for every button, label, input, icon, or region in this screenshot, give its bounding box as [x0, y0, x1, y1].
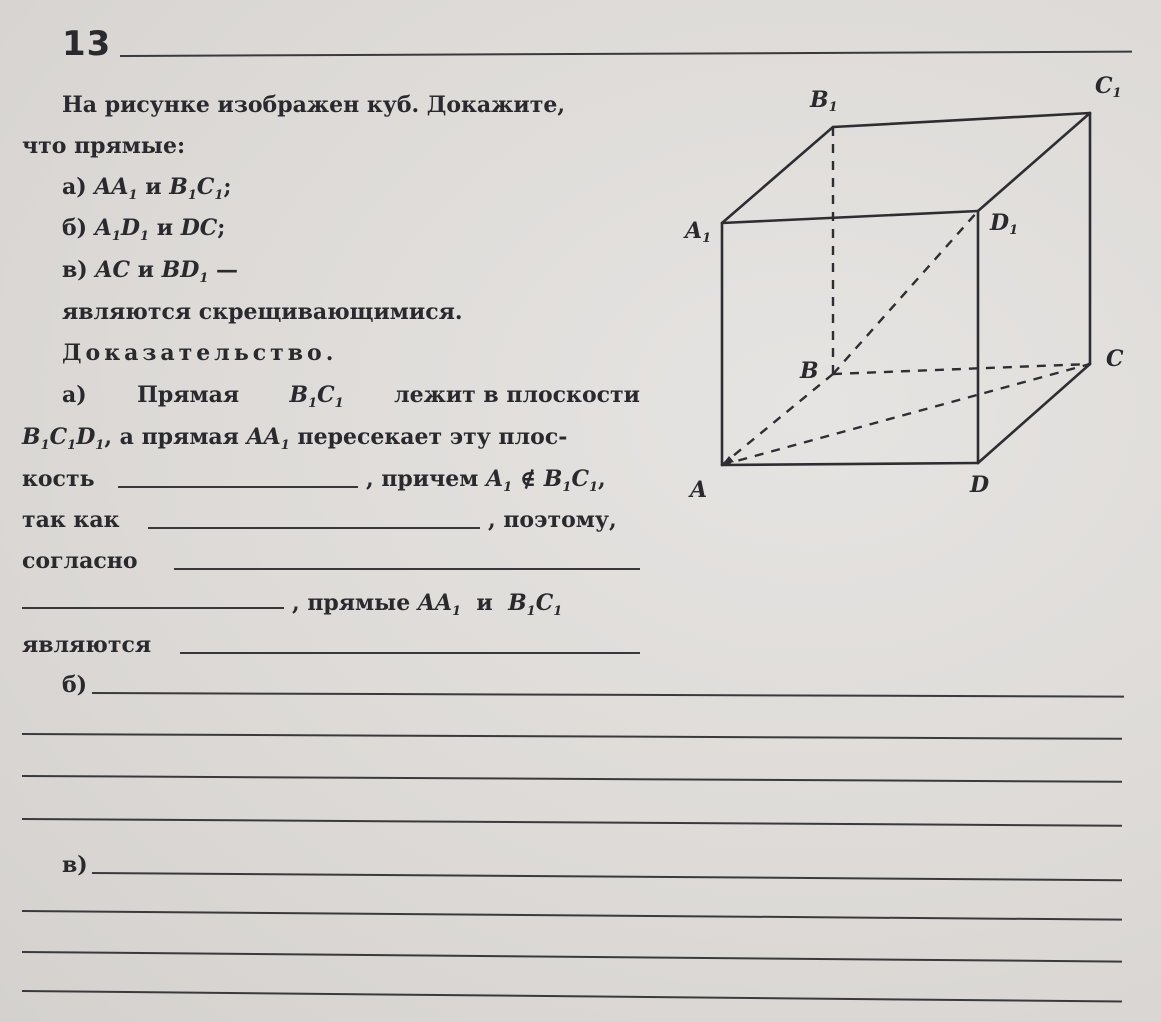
- cube-figure: [640, 60, 1140, 510]
- label-a1: A1: [685, 218, 712, 246]
- proof-b-label: б): [62, 672, 88, 698]
- pt-b: B: [169, 174, 188, 200]
- text: Прямая: [137, 382, 240, 408]
- answer-line-b2[interactable]: [22, 733, 1122, 740]
- task-number: 13: [62, 24, 112, 64]
- edge-c1d1: [978, 113, 1090, 211]
- proof-a-label: а): [62, 382, 87, 408]
- proof-a-line-3: [366, 466, 606, 495]
- label-b: B: [800, 358, 819, 384]
- label-d1: D1: [990, 210, 1019, 238]
- text: , причем: [366, 466, 479, 492]
- item-a: [62, 174, 232, 203]
- label-a: A: [690, 477, 708, 503]
- sub: 1: [334, 396, 344, 411]
- seg-aa: AA: [246, 424, 281, 450]
- conj: и: [137, 257, 154, 283]
- text: пересекает эту плос-: [297, 424, 568, 450]
- blank-5[interactable]: [180, 652, 640, 654]
- sub: 1: [67, 438, 77, 453]
- sub: 1: [280, 438, 290, 453]
- dash: —: [216, 257, 239, 283]
- pt: B: [289, 382, 309, 408]
- sub: 1: [562, 480, 572, 495]
- proof-a-word-poetomu: , поэтому,: [488, 507, 617, 533]
- edge-bc-hidden: [833, 364, 1090, 374]
- notin-symbol: ∉: [519, 466, 537, 492]
- sub: 1: [95, 438, 105, 453]
- sub: 1: [588, 480, 598, 495]
- edge-b1c1: [833, 113, 1090, 127]
- sub: 1: [111, 229, 121, 244]
- cube-solid-edges: [722, 113, 1090, 465]
- proof-v-label: в): [62, 852, 88, 878]
- diagonal-bd1: [833, 211, 978, 374]
- sub: 1: [503, 480, 513, 495]
- item-a-label: а): [62, 174, 87, 200]
- edge-ad: [722, 463, 978, 465]
- proof-a-line-2: [22, 424, 567, 453]
- blank-3[interactable]: [174, 568, 640, 570]
- statement-line-2: что прямые:: [22, 133, 186, 159]
- pt: C: [571, 466, 589, 492]
- line-b1c1: [289, 382, 343, 411]
- sub: 1: [199, 271, 209, 286]
- seg-dc: DC: [180, 215, 218, 241]
- item-v: [62, 257, 238, 286]
- seg-aa: AA: [417, 590, 453, 616]
- item-v-label: в): [62, 257, 88, 283]
- label-c1: C1: [1095, 73, 1122, 101]
- sub: 1: [526, 604, 536, 619]
- proof-a-line-1: [62, 382, 640, 411]
- conj: и: [145, 174, 162, 200]
- pt: D: [76, 424, 96, 450]
- label-b1: B1: [810, 87, 838, 115]
- text: лежит в плоскости: [394, 382, 640, 408]
- pt: B: [543, 466, 563, 492]
- statement-line-1: На рисунке изображен куб. Докажите,: [62, 92, 566, 118]
- conj: и: [156, 215, 174, 241]
- answer-line-v2[interactable]: [22, 910, 1122, 921]
- sub: 1: [553, 604, 563, 619]
- blank-1[interactable]: [118, 486, 358, 488]
- answer-line-v1[interactable]: [92, 872, 1122, 881]
- pt-c: C: [196, 174, 215, 200]
- seg-bd: BD: [161, 257, 200, 283]
- edge-ab-hidden: [722, 374, 833, 465]
- pt: B: [22, 424, 41, 450]
- proof-a-word-yavlyayutsya: являются: [22, 632, 152, 658]
- text: , прямые: [292, 590, 411, 616]
- punct: ;: [217, 215, 226, 241]
- text: , а прямая: [104, 424, 239, 450]
- sub: 1: [214, 188, 224, 203]
- seg-aa: AA: [94, 174, 129, 200]
- seg-ac: AC: [95, 257, 130, 283]
- blank-4[interactable]: [22, 607, 284, 609]
- header-rule: [120, 51, 1132, 57]
- pt-a: A: [94, 215, 112, 241]
- proof-a-word-tak-kak: так как: [22, 507, 120, 533]
- pt: B: [508, 590, 527, 616]
- proof-a-word-kost: кость: [22, 466, 95, 492]
- answer-line-v4[interactable]: [22, 990, 1122, 1003]
- statement-conclusion: являются скрещивающимися.: [62, 299, 463, 325]
- sub: 1: [187, 188, 197, 203]
- label-d: D: [970, 472, 990, 498]
- pt-d: D: [120, 215, 140, 241]
- pt: A: [486, 466, 504, 492]
- item-b-label: б): [62, 215, 88, 241]
- punct: ,: [598, 466, 606, 492]
- blank-2[interactable]: [148, 527, 480, 529]
- edge-a1d1: [722, 211, 978, 223]
- pt: C: [49, 424, 68, 450]
- sub: 1: [40, 438, 50, 453]
- answer-line-v3[interactable]: [22, 951, 1122, 963]
- proof-heading: Доказательство.: [62, 340, 338, 366]
- sub: 1: [139, 229, 150, 244]
- answer-line-b1[interactable]: [92, 692, 1124, 698]
- label-c: C: [1106, 346, 1124, 372]
- pt: C: [535, 590, 554, 616]
- proof-a-word-soglasno: согласно: [22, 548, 138, 574]
- sub: 1: [128, 188, 138, 203]
- answer-line-b3[interactable]: [22, 775, 1122, 783]
- conj: и: [476, 590, 493, 616]
- sub: 1: [452, 604, 462, 619]
- punct: ;: [223, 174, 232, 200]
- item-b: [62, 215, 225, 244]
- pt: C: [317, 382, 335, 408]
- sub: 1: [308, 396, 318, 411]
- edge-a1b1: [722, 127, 833, 223]
- proof-a-line-6: [292, 590, 562, 619]
- answer-line-b4[interactable]: [22, 818, 1122, 827]
